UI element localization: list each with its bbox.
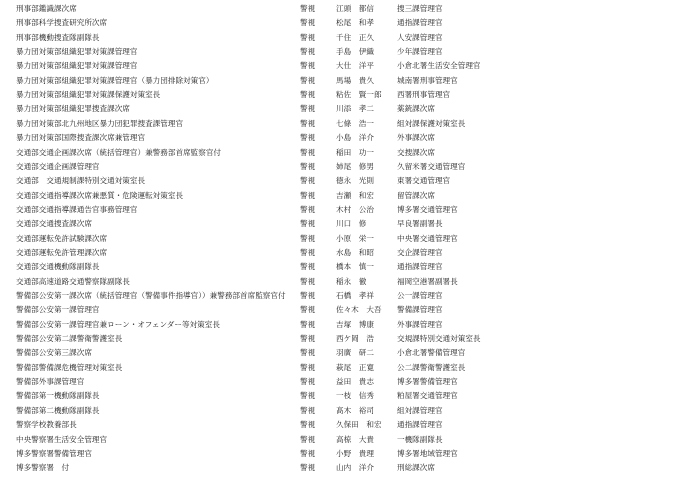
new-post: 組対課保護対策室長 [397,118,466,128]
list-row [0,289,700,302]
rank: 警視 [300,4,316,13]
new-post: 福岡空港署副署長 [397,276,458,286]
person-name: 益田 貴志 [336,377,374,387]
person-name: 山内 洋介 [336,463,374,473]
rank: 警視 [300,47,316,57]
list-row [0,375,700,388]
person-name: 久保田 和宏 [336,420,382,430]
rank: 警視 [300,204,316,214]
rank: 警視 [300,75,316,85]
list-row [0,31,700,44]
list-row [0,88,700,101]
rank: 警視 [300,32,316,42]
list-row [0,303,700,316]
person-name: 徳永 光則 [336,176,374,186]
former-post: 交通部運転免許試験課次席 [16,233,108,243]
person-name: 萩尾 正寛 [336,362,374,372]
new-post: 城南署刑事管理官 [397,75,458,85]
person-name: 七條 浩一 [336,118,374,128]
person-name: 髙木 裕司 [336,405,374,415]
person-name: 江頭 都信 [336,4,374,13]
new-post: 薬銃課次席 [397,104,435,114]
former-post: 中央警察署生活安全管理官 [16,434,108,444]
rank: 警視 [300,247,316,257]
list-row [0,246,700,259]
person-name: 吉塚 博康 [336,319,374,329]
new-post: 東署交通管理官 [397,176,451,186]
new-post: 博多署地域管理官 [397,448,458,458]
new-post: 交捜課次席 [397,147,435,157]
former-post: 博多警察署警備管理官 [16,448,92,458]
new-post: 少年課管理官 [397,47,443,57]
person-name: 川添 孝二 [336,104,374,114]
list-row [0,346,700,359]
rank: 警視 [300,61,316,71]
former-post: 警察学校教養部長 [16,420,77,430]
new-post: 通指課管理官 [397,18,443,28]
person-name: 大仕 洋平 [336,61,374,71]
new-post: 刑総課次席 [397,463,435,473]
new-post: 中央署交通管理官 [397,233,458,243]
rank: 警視 [300,133,316,143]
new-post: 外事課管理官 [397,319,443,329]
former-post: 交通部 交通規制課特別交通対策室長 [16,176,146,186]
former-post: 刑事部鑑識課次席 [16,4,77,13]
rank: 警視 [300,463,316,473]
former-post: 警備部第二機動隊副隊長 [16,405,100,415]
person-name: 石橋 孝祥 [336,291,374,300]
list-row [0,131,700,144]
new-post: 留管課次席 [397,190,435,200]
person-name: 粘佐 賢一郎 [336,90,382,100]
new-post: 通指課管理官 [397,262,443,272]
rank: 警視 [300,319,316,329]
former-post: 警備部公安第一課次席（統括管理官（警備事件指導官））兼警務部首席監察官付 [16,291,286,300]
person-name: 川口 修 [336,219,367,229]
list-row [0,74,700,87]
former-post: 警備部公安第一課管理官兼ローン・オフェンダー等対策室長 [16,319,220,329]
rank: 警視 [300,334,316,344]
new-post: 西署刑事管理官 [397,90,451,100]
list-row [0,146,700,159]
rank: 警視 [300,377,316,387]
list-row [0,174,700,187]
rank: 警視 [300,305,316,315]
former-post: 警備部警備課危機管理対策室長 [16,362,123,372]
new-post: 公一課管理官 [397,291,443,300]
list-row [0,433,700,446]
list-row [0,189,700,202]
list-row [0,260,700,273]
person-name: 小島 洋介 [336,133,374,143]
person-name: 佐々木 大吾 [336,305,382,315]
former-post: 警備部第一機動隊副隊長 [16,391,100,401]
former-post: 暴力団対策部組織犯罪対策課管理官 [16,47,138,57]
person-name: 稲永 徹 [336,276,367,286]
new-post: 早良署副署長 [397,219,443,229]
person-name: 小野 貴理 [336,448,374,458]
person-name: 馬場 貴久 [336,75,374,85]
list-row [0,389,700,402]
person-name: 千住 正久 [336,32,374,42]
list-row [0,160,700,173]
rank: 警視 [300,362,316,372]
former-post: 暴力団対策部北九州地区暴力団犯罪捜査課管理官 [16,118,184,128]
new-post: 博多署交通管理官 [397,204,458,214]
list-row [0,318,700,331]
former-post: 交通部運転免許管理課次席 [16,247,108,257]
new-post: 小倉北署生活安全管理官 [397,61,481,71]
rank: 警視 [300,348,316,358]
person-name: 水島 和昭 [336,247,374,257]
new-post: 博多署警備管理官 [397,377,458,387]
list-row [0,102,700,115]
person-name: 手島 伊織 [336,47,374,57]
new-post: 小倉北署警備管理官 [397,348,466,358]
rank: 警視 [300,262,316,272]
former-post: 交通部交通捜査課次席 [16,219,92,229]
rank: 警視 [300,18,316,28]
rank: 警視 [300,420,316,430]
rank: 警視 [300,219,316,229]
person-name: 稲田 功一 [336,147,374,157]
person-name: 羽廣 研二 [336,348,374,358]
list-row [0,117,700,130]
new-post: 公二課警衛警護室長 [397,362,466,372]
former-post: 警備部外事課管理官 [16,377,85,387]
former-post: 暴力団対策部組織犯罪対策課保護対策室長 [16,90,161,100]
list-row [0,275,700,288]
rank: 警視 [300,118,316,128]
new-post: 一機隊副隊長 [397,434,443,444]
rank: 警視 [300,161,316,171]
new-post: 久留米署交通管理官 [397,161,466,171]
rank: 警視 [300,434,316,444]
person-name: 高椋 大貴 [336,434,374,444]
list-row [0,59,700,72]
rank: 警視 [300,190,316,200]
former-post: 刑事部科学捜査研究所次席 [16,18,108,28]
person-name: 一枝 信秀 [336,391,374,401]
new-post: 交企課管理官 [397,247,443,257]
person-name: 吉瀬 和宏 [336,190,374,200]
new-post: 粕屋署交通管理官 [397,391,458,401]
person-name: 木村 公治 [336,204,374,214]
rank: 警視 [300,391,316,401]
new-post: 外事課次席 [397,133,435,143]
former-post: 交通部交通指導課次席兼悪質・危険運転対策室長 [16,190,184,200]
list-row [0,361,700,374]
former-post: 交通部交通企画課管理官 [16,161,100,171]
former-post: 警備部公安第二課警衛警護室長 [16,334,123,344]
new-post: 通指課管理官 [397,420,443,430]
person-name: 姉尾 修男 [336,161,374,171]
person-name: 小原 栄一 [336,233,374,243]
rank: 警視 [300,90,316,100]
rank: 警視 [300,233,316,243]
former-post: 博多警察署 付 [16,463,70,473]
list-row [0,461,700,474]
list-row [0,217,700,230]
list-row [0,332,700,345]
new-post: 捜三課管理官 [397,4,443,13]
list-row [0,203,700,216]
former-post: 暴力団対策部国際捜査課次席兼管理官 [16,133,146,143]
new-post: 組対課管理官 [397,405,443,415]
former-post: 暴力団対策部組織犯罪対策課管理官 [16,61,138,71]
rank: 警視 [300,448,316,458]
person-name: 橋本 慎一 [336,262,374,272]
list-row [0,232,700,245]
former-post: 警備部公安第三課次席 [16,348,92,358]
person-name: 松尾 和孝 [336,18,374,28]
former-post: 交通部交通機動隊副隊長 [16,262,100,272]
list-row [0,16,700,29]
person-name: 西ケ岡 浩 [336,334,374,344]
rank: 警視 [300,147,316,157]
former-post: 交通部高速道路交通警察隊副隊長 [16,276,130,286]
former-post: 交通部交通企画課次席（統括管理官）兼警務部首席監察官付 [16,147,222,157]
new-post: 人安課管理官 [397,32,443,42]
former-post: 交通部交通指導課通告官事務管理官 [16,204,138,214]
rank: 警視 [300,405,316,415]
rank: 警視 [300,104,316,114]
rank: 警視 [300,176,316,186]
former-post: 暴力団対策部組織犯罪対策課管理官（暴力団排除対策官） [16,75,214,85]
list-row [0,418,700,431]
list-row [0,45,700,58]
rank: 警視 [300,276,316,286]
former-post: 警備部公安第一課管理官 [16,305,100,315]
list-row [0,404,700,417]
former-post: 暴力団対策部組織犯罪捜査課次席 [16,104,130,114]
list-row [0,2,700,15]
former-post: 刑事部機動捜査隊副隊長 [16,32,100,42]
list-row [0,447,700,460]
rank: 警視 [300,291,316,300]
new-post: 警備課管理官 [397,305,443,315]
new-post: 交規課特別交通対策室長 [397,334,481,344]
